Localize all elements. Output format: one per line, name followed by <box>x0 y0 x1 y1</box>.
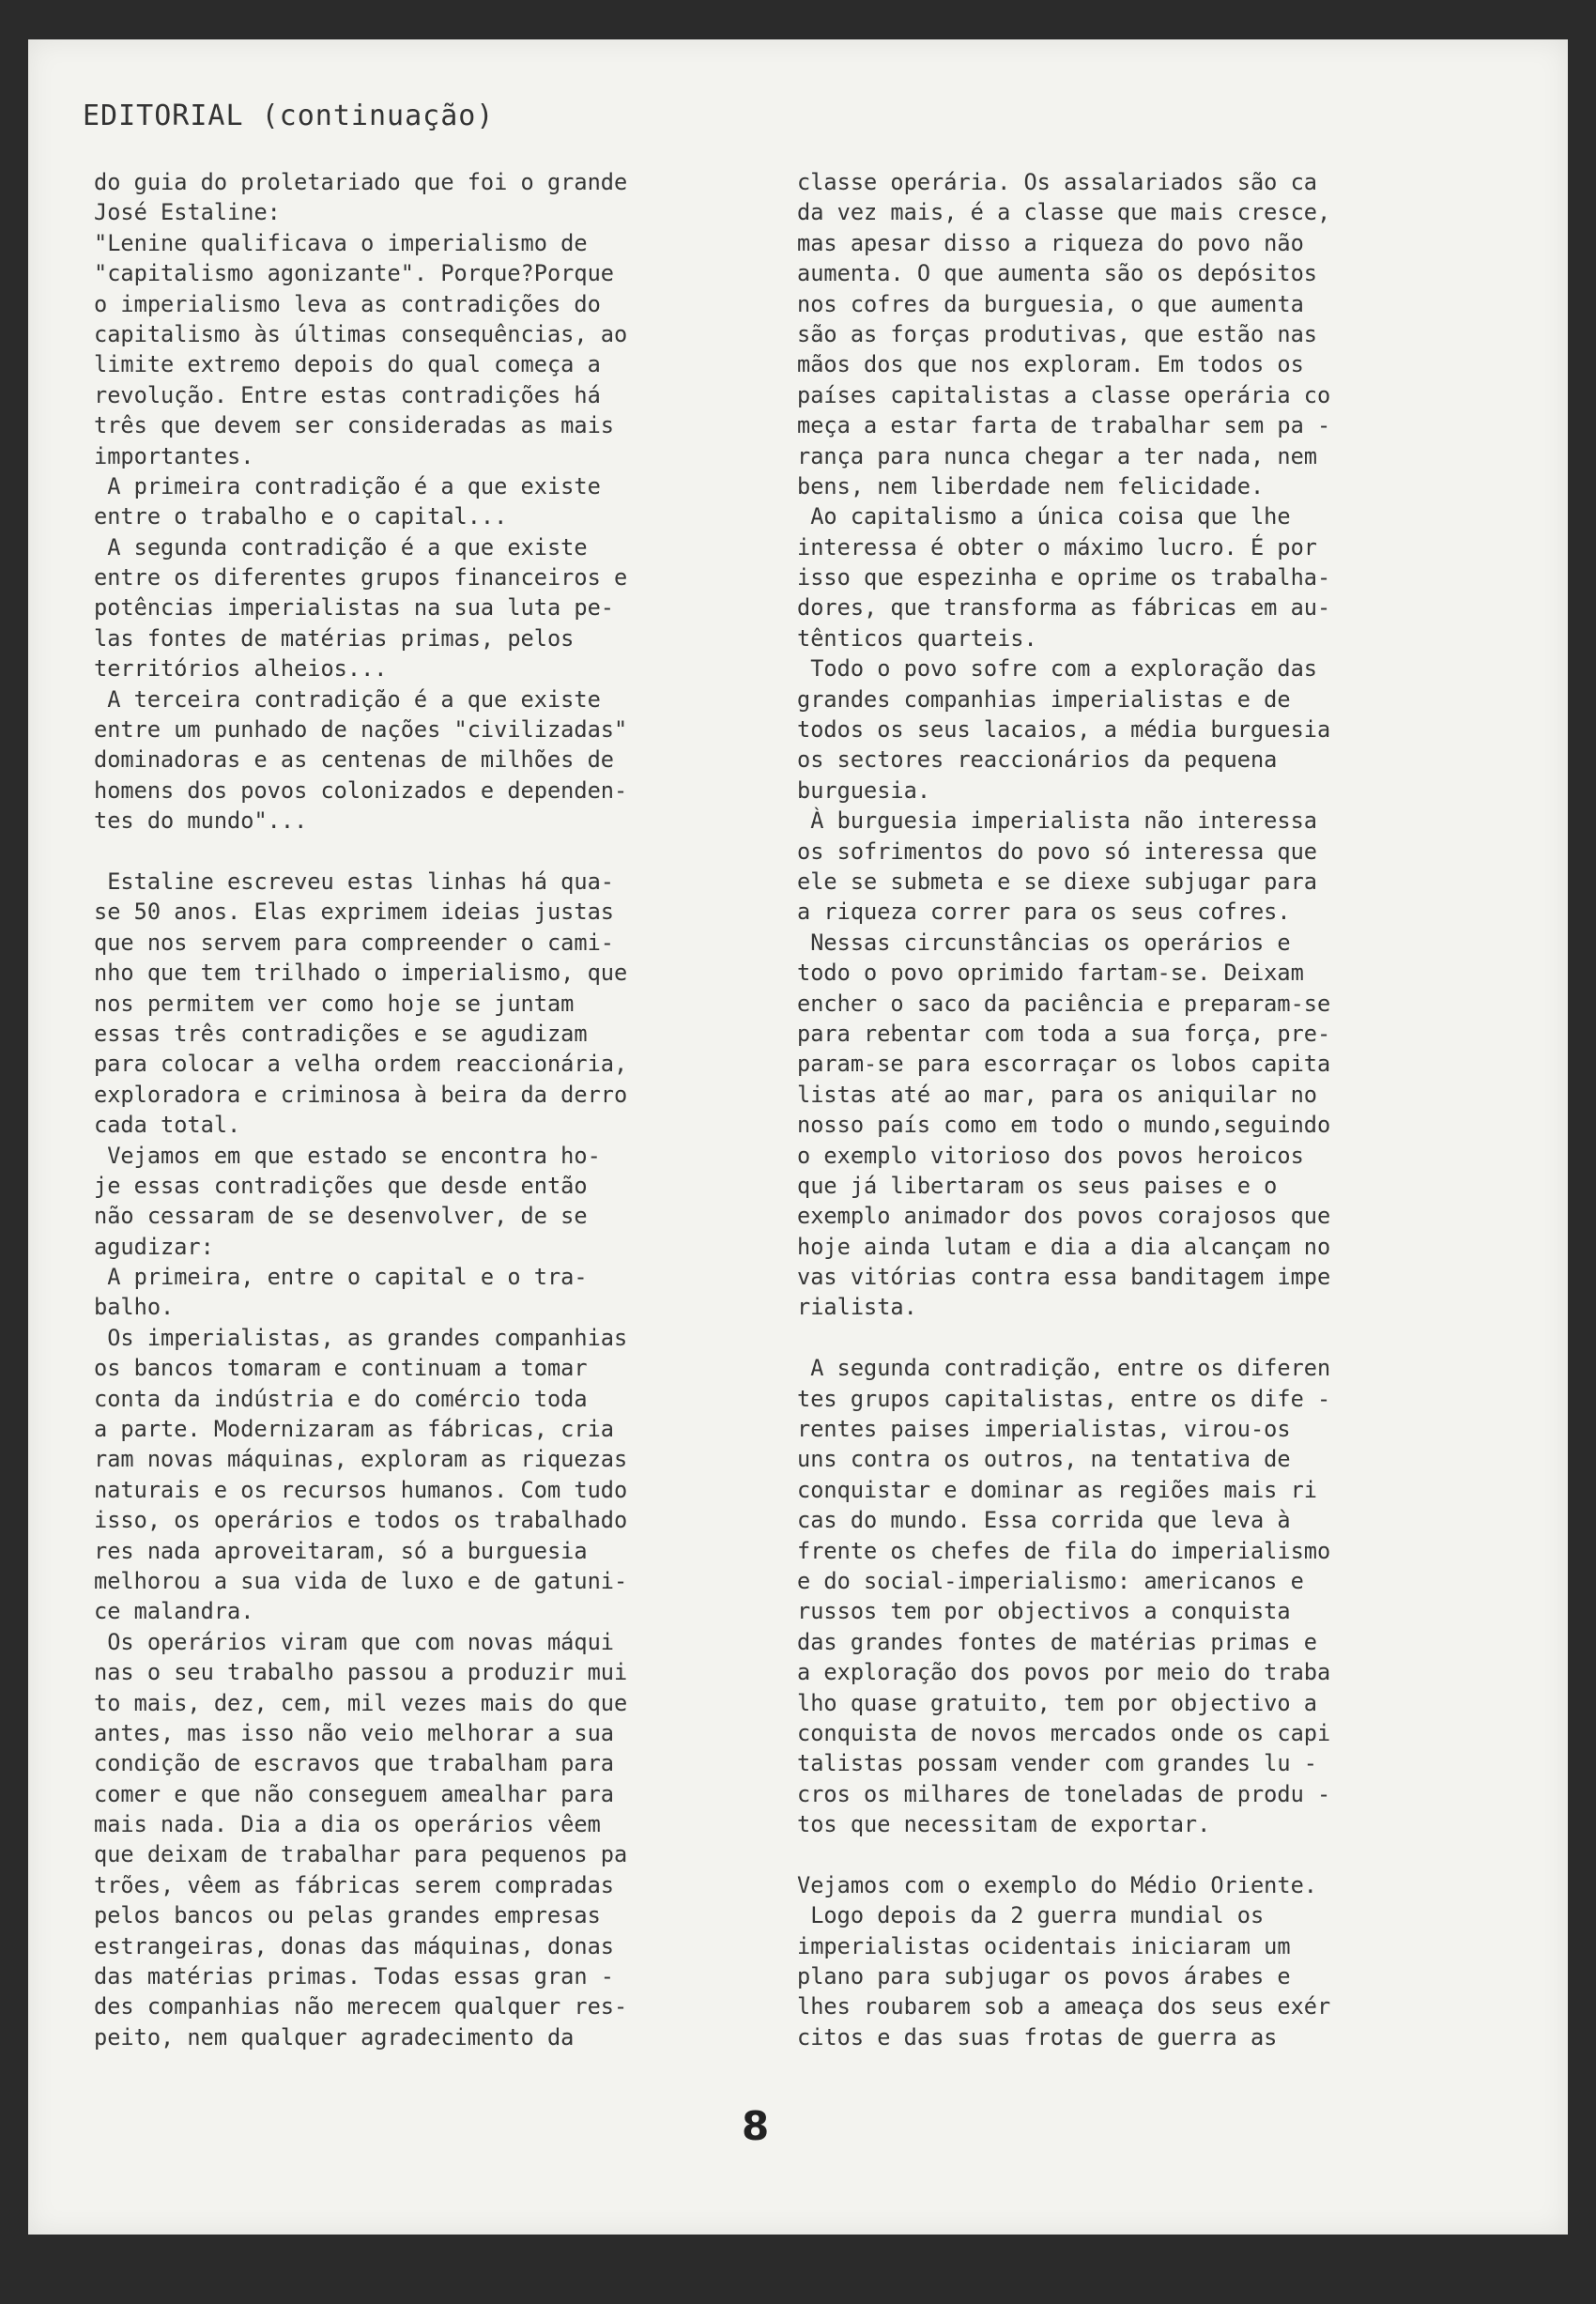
text-line: rialista. <box>797 1294 917 1321</box>
text-line: essas três contradições e se agudizam <box>94 1020 588 1047</box>
text-line: são as forças produtivas, que estão nas <box>797 320 1317 347</box>
text-line: Ao capitalismo a única coisa que lhe <box>797 503 1291 530</box>
text-line: potências imperialistas na sua luta pe- <box>94 594 614 622</box>
text-line: A segunda contradição é a que existe <box>94 533 588 561</box>
text-line: ram novas máquinas, exploram as riquezas <box>94 1446 628 1473</box>
text-line: o imperialismo leva as contradições do <box>94 290 601 317</box>
text-line: des companhias não merecem qualquer res- <box>94 1993 628 2020</box>
text-line: condição de escravos que trabalham para <box>94 1750 614 1777</box>
text-line: antes, mas isso não veio melhorar a sua <box>94 1719 614 1746</box>
text-line: À burguesia imperialista não interessa <box>797 807 1317 835</box>
text-line: Estaline escreveu estas linhas há qua- <box>94 868 614 895</box>
text-line: nosso país como em todo o mundo,seguindo <box>797 1112 1331 1139</box>
text-line: mas apesar disso a riqueza do povo não <box>797 229 1304 256</box>
page-number: 8 <box>742 2103 770 2149</box>
text-line: trões, vêem as fábricas serem compradas <box>94 1871 614 1898</box>
text-line: Vejamos com o exemplo do Médio Oriente. <box>797 1871 1317 1898</box>
text-line: que deixam de trabalhar para pequenos pa <box>94 1841 628 1868</box>
text-line: las fontes de matérias primas, pelos <box>94 624 575 652</box>
text-line: a riqueza correr para os seus cofres. <box>797 899 1291 926</box>
text-line: cas do mundo. Essa corrida que leva à <box>797 1507 1291 1534</box>
text-line: meça a estar farta de trabalhar sem pa - <box>797 412 1331 439</box>
text-line: "Lenine qualificava o imperialismo de <box>94 229 588 256</box>
text-line: classe operária. Os assalariados são ca <box>797 169 1317 195</box>
text-line: os sofrimentos do povo só interessa que <box>797 837 1317 865</box>
text-line: revolução. Entre estas contradições há <box>94 381 601 408</box>
text-line: dominadoras e as centenas de milhões de <box>94 746 614 774</box>
text-line: bens, nem liberdade nem felicidade. <box>797 472 1265 499</box>
text-line: nho que tem trilhado o imperialismo, que <box>94 960 628 987</box>
text-line: cros os milhares de toneladas de produ - <box>797 1780 1331 1807</box>
left-column <box>94 167 627 2052</box>
text-line: do guia do proletariado que foi o grande <box>94 169 628 195</box>
text-line <box>797 1323 1330 1353</box>
text-line <box>94 837 627 867</box>
text-line: nos permitem ver como hoje se juntam <box>94 990 575 1017</box>
text-line: entre os diferentes grupos financeiros e <box>94 564 628 591</box>
text-line: Os operários viram que com novas máqui <box>94 1628 614 1655</box>
text-line: não cessaram de se desenvolver, de se <box>94 1203 588 1230</box>
text-line: ele se submeta e se diexe subjugar para <box>797 868 1317 895</box>
text-line: je essas contradições que desde então <box>94 1172 588 1199</box>
text-line: entre um punhado de nações "civilizadas" <box>94 716 628 744</box>
text-line: três que devem ser consideradas as mais <box>94 412 614 439</box>
text-line: os sectores reaccionários da pequena <box>797 746 1278 774</box>
text-line: países capitalistas a classe operária co <box>797 381 1331 408</box>
text-line: tênticos quarteis. <box>797 624 1037 652</box>
text-line: homens dos povos colonizados e dependen- <box>94 776 628 804</box>
text-line: A primeira contradição é a que existe <box>94 472 601 499</box>
text-line: res nada aproveitaram, só a burguesia <box>94 1537 588 1564</box>
text-line: que já libertaram os seus paises e o <box>797 1172 1278 1199</box>
text-line: todo o povo oprimido fartam-se. Deixam <box>797 960 1304 987</box>
text-line: nos cofres da burguesia, o que aumenta <box>797 290 1304 317</box>
text-line: interessa é obter o máximo lucro. É por <box>797 533 1317 561</box>
text-line: mais nada. Dia a dia os operários vêem <box>94 1811 601 1838</box>
text-line: to mais, dez, cem, mil vezes mais do que <box>94 1689 628 1716</box>
text-line: Logo depois da 2 guerra mundial os <box>797 1902 1265 1929</box>
text-line: Os imperialistas, as grandes companhias <box>94 1324 628 1351</box>
text-line: vas vitórias contra essa banditagem impe <box>797 1264 1331 1291</box>
text-line: imperialistas ocidentais iniciaram um <box>797 1932 1291 1959</box>
text-line: listas até ao mar, para os aniquilar no <box>797 1081 1317 1108</box>
text-line: Vejamos em que estado se encontra ho- <box>94 1142 601 1169</box>
text-line: mãos dos que nos exploram. Em todos os <box>797 351 1304 378</box>
text-line: balho. <box>94 1294 175 1321</box>
text-line: para colocar a velha ordem reaccionária, <box>94 1051 628 1078</box>
text-line: rentes paises imperialistas, virou-os <box>797 1416 1291 1443</box>
text-line: exploradora e criminosa à beira da derro <box>94 1081 628 1108</box>
text-line: territórios alheios... <box>94 655 388 683</box>
text-line: que nos servem para compreender o cami- <box>94 929 614 956</box>
text-line: tes do mundo"... <box>94 807 308 835</box>
text-line: melhorou a sua vida de luxo e de gatuni- <box>94 1567 628 1594</box>
text-line: param-se para escorraçar os lobos capita <box>797 1051 1331 1078</box>
text-line: tos que necessitam de exportar. <box>797 1811 1211 1838</box>
text-line: conta da indústria e do comércio toda <box>94 1385 588 1412</box>
text-line: A segunda contradição, entre os diferen <box>797 1355 1331 1382</box>
text-line: lho quase gratuito, tem por objectivo a <box>797 1689 1317 1716</box>
text-line: peito, nem qualquer agradecimento da <box>94 2023 575 2051</box>
right-column <box>797 167 1330 2052</box>
text-line: dores, que transforma as fábricas em au- <box>797 594 1331 622</box>
text-line: ce malandra. <box>94 1598 254 1625</box>
text-line: limite extremo depois do qual começa a <box>94 351 601 378</box>
text-line: cada total. <box>94 1112 241 1139</box>
text-line: lhes roubarem sob a ameaça dos seus exér <box>797 1993 1331 2020</box>
text-line: Todo o povo sofre com a exploração das <box>797 655 1317 683</box>
text-line: comer e que não conseguem amealhar para <box>94 1780 614 1807</box>
text-line: estrangeiras, donas das máquinas, donas <box>94 1932 614 1959</box>
text-line: plano para subjugar os povos árabes e <box>797 1963 1291 1990</box>
text-line: pelos bancos ou pelas grandes empresas <box>94 1902 601 1929</box>
text-line: uns contra os outros, na tentativa de <box>797 1446 1291 1473</box>
text-line: os bancos tomaram e continuam a tomar <box>94 1355 588 1382</box>
text-line: encher o saco da paciência e preparam-se <box>797 990 1331 1017</box>
text-line: o exemplo vitorioso dos povos heroicos <box>797 1142 1304 1169</box>
text-line: A primeira, entre o capital e o tra- <box>94 1264 588 1291</box>
text-line: conquista de novos mercados onde os capi <box>797 1719 1331 1746</box>
text-line: das matérias primas. Todas essas gran - <box>94 1963 614 1990</box>
text-line: naturais e os recursos humanos. Com tudo <box>94 1476 628 1503</box>
text-line: capitalismo às últimas consequências, ao <box>94 320 628 347</box>
text-line: das grandes fontes de matérias primas e <box>797 1628 1317 1655</box>
page-header: EDITORIAL (continuação) <box>83 100 495 132</box>
text-line: exemplo animador dos povos corajosos que <box>797 1203 1331 1230</box>
text-line: a exploração dos povos por meio do traba <box>797 1659 1331 1686</box>
text-line: agudizar: <box>94 1233 214 1260</box>
text-line: talistas possam vender com grandes lu - <box>797 1750 1317 1777</box>
text-line: para rebentar com toda a sua força, pre- <box>797 1020 1331 1047</box>
text-line: nas o seu trabalho passou a produzir mui <box>94 1659 628 1686</box>
text-line: frente os chefes de fila do imperialismo <box>797 1537 1331 1564</box>
text-line: conquistar e dominar as regiões mais ri <box>797 1476 1317 1503</box>
text-line <box>797 1839 1330 1869</box>
text-line: se 50 anos. Elas exprimem ideias justas <box>94 899 614 926</box>
text-line: Nessas circunstâncias os operários e <box>797 929 1291 956</box>
text-line: isso, os operários e todos os trabalhado <box>94 1507 628 1534</box>
text-line: hoje ainda lutam e dia a dia alcançam no <box>797 1233 1331 1260</box>
text-line: russos tem por objectivos a conquista <box>797 1598 1291 1625</box>
text-line: da vez mais, é a classe que mais cresce, <box>797 199 1331 226</box>
text-line: aumenta. O que aumenta são os depósitos <box>797 260 1317 287</box>
text-line: importantes. <box>94 442 254 469</box>
text-line: isso que espezinha e oprime os trabalha- <box>797 564 1331 591</box>
text-line: a parte. Modernizaram as fábricas, cria <box>94 1416 614 1443</box>
text-line: tes grupos capitalistas, entre os dife - <box>797 1385 1331 1412</box>
text-line: José Estaline: <box>94 199 281 226</box>
text-line: e do social-imperialismo: americanos e <box>797 1567 1304 1594</box>
text-line: entre o trabalho e o capital... <box>94 503 508 530</box>
text-line: rança para nunca chegar a ter nada, nem <box>797 442 1317 469</box>
text-line: todos os seus lacaios, a média burguesia <box>797 716 1331 744</box>
text-line: burguesia. <box>797 776 931 804</box>
text-line: grandes companhias imperialistas e de <box>797 685 1291 713</box>
text-line: A terceira contradição é a que existe <box>94 685 601 713</box>
text-line: citos e das suas frotas de guerra as <box>797 2023 1278 2051</box>
text-line: "capitalismo agonizante". Porque?Porque <box>94 260 614 287</box>
